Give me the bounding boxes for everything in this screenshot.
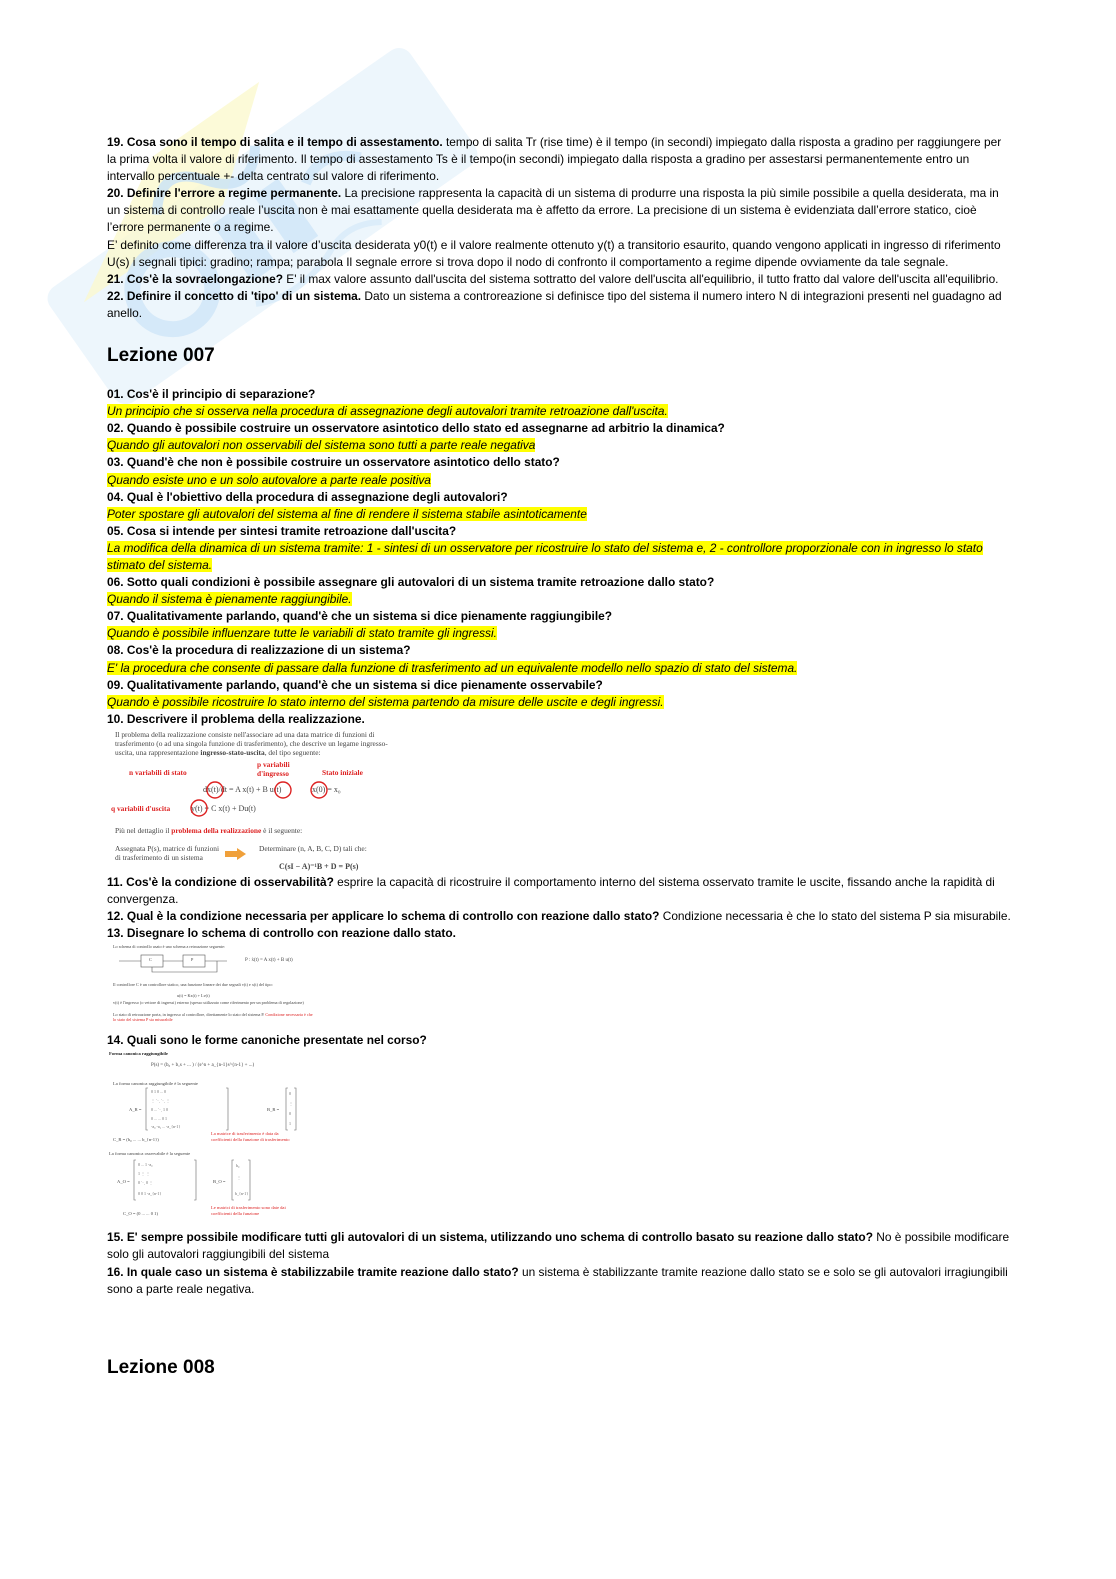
question-title: 20. Definire l'errore a regime permanente. (107, 186, 342, 201)
answer-line (107, 472, 1012, 489)
reachable-c-row: C_R = (b₀ ... ... b_{n-1}) (113, 1137, 159, 1143)
question-title: 16. In quale caso un sistema è stabilizzabile tramite reazione dallo stato? (107, 1264, 519, 1279)
input-vars-label: p variabili d'ingresso (257, 759, 290, 778)
question-title: 15. E' sempre possibile modificare tutti gli autovalori di un sistema, utilizzando uno schema di controllo basato su reazione dallo stato? (107, 1230, 873, 1245)
reachable-a-label: A_R = (129, 1107, 142, 1113)
answer-line (107, 506, 1012, 523)
canonical-forms-figure (107, 1051, 307, 1227)
arrow-right-icon (225, 848, 247, 860)
answer-text: Dato un sistema a controreazione si definisce tipo del sistema il numero intero N di integrazioni presenti nel guadagno ad anello. (107, 288, 1002, 320)
controller-block-label: C (149, 957, 152, 963)
initial-state-equation: x(0) = x₀ (312, 784, 341, 794)
question-title: 04. Qual è l'obiettivo della procedura di assegnazione degli autovalori? (107, 489, 508, 504)
question-title: 02. Quando è possibile costruire un osservatore asintotico dello stato ed assegnarne ad arbitrio la dinamica? (107, 421, 725, 436)
highlighted-answer: Quando il sistema è pienamente raggiungibile. (107, 592, 352, 607)
svg-text:0 0 1 -a_{n-1}: 0 0 1 -a_{n-1} (138, 1191, 162, 1197)
reachable-note: La matrice di trasferimento è data da coefficienti della funzione di trasferimento (211, 1131, 290, 1142)
observable-b-label: B_O = (213, 1179, 226, 1185)
svg-text:0 1 0 ... 0: 0 1 0 ... 0 (151, 1089, 166, 1095)
answer-text: tempo di salita Tr (rise time) è il tempo (in secondi) impiegato dalla risposta a gradino per raggiungere per la prima volta il valore di riferimento. Il tempo di assestamento Ts è il tempo(in secondi) impiegato dalla risposta a gradino per assestarsi permanentemente entro un intervallo percentuale +- delta centrato sul valore di riferimento. (107, 135, 1002, 184)
answer-text: esprire la capacità di ricostruire il comportamento interno del sistema osservato tramite le uscite, fissando anche la rapidità di convergenza. (107, 874, 995, 906)
question-22 (107, 288, 1012, 322)
feedback-description: Lo stato di retroazione porta, in ingresso al controllore, direttamente lo stato del sistema P. Condizione necessaria è che lo stato del sistema P sia misurabile (113, 1012, 313, 1023)
question-16 (107, 1264, 1012, 1298)
question-title: 07. Qualitativamente parlando, quand'è che un sistema si dice pienamente raggiungibile? (107, 609, 613, 624)
answer-text: La precisione rappresenta la capacità di un sistema di produrre una risposta la più simile possibile a quella desiderata, ma in un sistema di controllo reale l’uscita non è mai esattamente quella desiderata ma è affetto da errore. La precisione di un sistema è evidenziata dall’errore statico, cioè l’errore permanente o a regime. (107, 186, 999, 235)
answer-text: un sistema è stabilizzante tramite reazione dallo stato se e solo se gli autovalori irragiungibili sono a parte reale negativa. (107, 1264, 1008, 1296)
reachable-b-matrix (285, 1087, 297, 1131)
answer-line (107, 625, 1012, 642)
question-12 (107, 908, 1012, 925)
realization-equation: C(sI − A)⁻¹B + D = P(s) (279, 861, 359, 871)
observable-a-label: A_O = (117, 1179, 130, 1185)
document-content (107, 134, 1012, 1398)
question-title: 09. Qualitativamente parlando, quand'è che un sistema si dice pienamente osservabile? (107, 677, 603, 692)
transfer-function: P(s) = (b₀ + b₁s + ... ) / (s^n + a_{n-1}s^{n-1} + ...) (151, 1063, 255, 1069)
highlighted-answer: Un principio che si osserva nella procedura di assegnazione degli autovalori tramite retroazione dall'uscita. (107, 404, 668, 419)
answer-line (107, 540, 1012, 574)
answer-line (107, 591, 1012, 608)
observable-b-matrix (231, 1159, 251, 1201)
svg-text:0 ... 1 -a₀: 0 ... 1 -a₀ (138, 1162, 153, 1168)
answer-text: No è possibile modificare solo gli autovalori raggiungibili del sistema (107, 1230, 1010, 1262)
highlighted-answer: Quando gli autovalori non osservabili del sistema sono tutti a parte reale negativa (107, 438, 536, 453)
svg-text:0: 0 (289, 1111, 291, 1117)
question-title: 08. Cos'è la procedura di realizzazione di un sistema? (107, 643, 411, 658)
qa-list (107, 386, 1012, 711)
answer-line (107, 694, 1012, 711)
output-equation: y(t) = C x(t) + Du(t) (191, 803, 256, 813)
reachable-form-title: Forma canonica raggiungibile (109, 1051, 168, 1057)
realization-find: Determinare (n, A, B, C, D) tali che: (259, 843, 367, 853)
question-14-title: 14. Quali sono le forme canoniche presentate nel corso? (107, 1033, 427, 1048)
question-11 (107, 874, 1012, 908)
realization-figure (107, 730, 407, 872)
question-title: 11. Cos'è la condizione di osservabilità? (107, 874, 334, 889)
highlighted-answer: Quando è possibile ricostruire lo stato interno del sistema partendo da misure delle uscite e degli ingressi. (107, 694, 664, 709)
svg-text:0 ... ⋱ 1 0: 0 ... ⋱ 1 0 (151, 1107, 168, 1113)
svg-text:b_{n-1}: b_{n-1} (235, 1191, 249, 1197)
question-title: 05. Cosa si intende per sintesi tramite retroazione dall'uscita? (107, 523, 457, 538)
question-21 (107, 271, 1012, 288)
answer-line (107, 660, 1012, 677)
question-19 (107, 134, 1012, 185)
realization-detail: Più nel dettaglio il problema della realizzazione è il seguente: (115, 825, 303, 835)
question-title: 12. Qual è la condizione necessaria per applicare lo schema di controllo con reazione dallo stato? (107, 909, 660, 924)
initial-state-label: Stato iniziale (322, 767, 363, 777)
controller-description: Il controllore C è un controllore statico, una funzione lineare dei due segnali v(t) e x(t) del tipo: (113, 982, 273, 988)
question-title: 19. Cosa sono il tempo di salita e il tempo di assestamento. (107, 135, 443, 149)
reachable-form-caption: La forma canonica raggiungibile è la seguente (113, 1081, 198, 1087)
svg-text:⋮: ⋮ (237, 1175, 241, 1181)
question-10-title: 10. Descrivere il problema della realizzazione. (107, 711, 365, 726)
observable-form-caption: La forma canonica osservabile è la seguente (109, 1151, 191, 1157)
answer-line (107, 437, 1012, 454)
svg-text:1 ⋮ ⋮: 1 ⋮ ⋮ (138, 1171, 150, 1177)
answer-line (107, 403, 1012, 420)
observable-note: Le matrici di trasferimento sono date dai coefficienti della funzione (211, 1205, 286, 1216)
answer-text: Condizione necessaria è che lo stato del sistema P sia misurabile. (659, 909, 1011, 924)
question-title: 01. Cos'è il principio di separazione? (107, 387, 316, 402)
highlighted-answer: Quando esiste uno e un solo autovalore a parte reale positiva (107, 472, 431, 487)
question-title: 22. Definire il concetto di 'tipo' di un sistema. (107, 288, 362, 303)
svg-text:1: 1 (289, 1121, 291, 1127)
highlighted-answer: Quando è possibile influenzare tutte le variabili di stato tramite gli ingressi. (107, 626, 497, 641)
observable-a-matrix (133, 1159, 197, 1201)
svg-text:0: 0 (289, 1091, 291, 1097)
question-title: 21. Cos'è la sovraelongazione? (107, 271, 283, 286)
block-diagram (107, 950, 317, 976)
control-law: u(t) = Kx(t) + Lv(t) (177, 993, 210, 999)
answer-text: E' il max valore assunto dall'uscita del sistema sottratto del valore dell'uscita all'equilibrio, il tutto fratto dal valore dell'uscita all'equilibrio. (282, 271, 999, 286)
svg-text:0 ... ... 0 1: 0 ... ... 0 1 (151, 1116, 167, 1122)
observable-c-row: C_O = (0 ... ... 0 1) (123, 1211, 159, 1217)
plant-equation: P : ẋ(t) = A x(t) + B u(t) (245, 958, 293, 964)
svg-text:0 ⋱ 0 ⋮: 0 ⋱ 0 ⋮ (138, 1180, 153, 1186)
state-feedback-figure (107, 944, 317, 1030)
highlighted-answer: Poter spostare gli autovalori del sistema al fine di rendere il sistema stabile asintoticamente (107, 506, 587, 521)
svg-text:b₀: b₀ (236, 1163, 240, 1169)
question-15 (107, 1229, 1012, 1263)
svg-text:-a₀ -a₁ ... -a_{n-1}: -a₀ -a₁ ... -a_{n-1} (151, 1124, 181, 1130)
question-13-title: 13. Disegnare lo schema di controllo con reazione dallo stato. (107, 926, 456, 941)
scheme-caption: Lo schema di controllo usato è uno schema a retroazione seguente: (113, 944, 226, 950)
highlighted-answer: E' la procedura che consente di passare dalla funzione di trasferimento ad un equivalente modello nello spazio di stato del sistema. (107, 660, 798, 675)
svg-text:⋮ ⋱ ⋱ ⋮: ⋮ ⋱ ⋱ ⋮ (151, 1098, 170, 1104)
question-title: 03. Quand'è che non è possibile costruire un osservatore asintotico dello stato? (107, 455, 560, 470)
reference-description: v(t) è l'ingresso (o vettore di ingressi) esterno (spesso utilizzato come riferimento per un problema di regolazione) (113, 1000, 304, 1006)
lesson-008-heading: Lezione 008 (107, 1356, 215, 1378)
lesson-007-heading: Lezione 007 (107, 345, 215, 367)
realization-intro: Il problema della realizzazione consiste nell'associare ad una data matrice di funzioni di trasferimento (o ad una singola funzione di trasferimento), che descrive un legame ingresso-uscita, una rappresentazione ingresso-stato-uscita, del tipo seguente: (115, 729, 388, 757)
reachable-a-matrix (145, 1087, 229, 1131)
question-20-continued: E’ definito come differenza tra il valore d’uscita desiderata y0(t) e il valore realmente ottenuto y(t) a transitorio esaurito, quando vengono applicati in ingresso di riferimento U(s) i segnali tipici: gradino; rampa; parabola Il segnale errore si trova dopo il nodo di confronto il comportamento a regime dipende ovviamente da tale segnale. (107, 237, 1001, 269)
state-vars-label: n variabili di stato (129, 767, 187, 777)
question-20 (107, 185, 1012, 236)
question-title: 06. Sotto quali condizioni è possibile assegnare gli autovalori di un sistema tramite retroazione dallo stato? (107, 575, 715, 590)
plant-block-label: P (191, 957, 194, 963)
reachable-b-label: B_R = (267, 1107, 280, 1113)
realization-given: Assegnata P(s), matrice di funzioni di trasferimento di un sistema (115, 843, 220, 862)
svg-text:⋮: ⋮ (289, 1101, 293, 1107)
output-vars-label: q variabili d'uscita (111, 803, 171, 813)
highlighted-answer: La modifica della dinamica di un sistema tramite: 1 - sintesi di un osservatore per ricostruire lo stato del sistema e, 2 - controllore proporzionale con in ingresso lo stato stimato del sistema. (107, 540, 983, 572)
state-equation: dx(t)/dt = A x(t) + B u(t) (203, 784, 282, 794)
